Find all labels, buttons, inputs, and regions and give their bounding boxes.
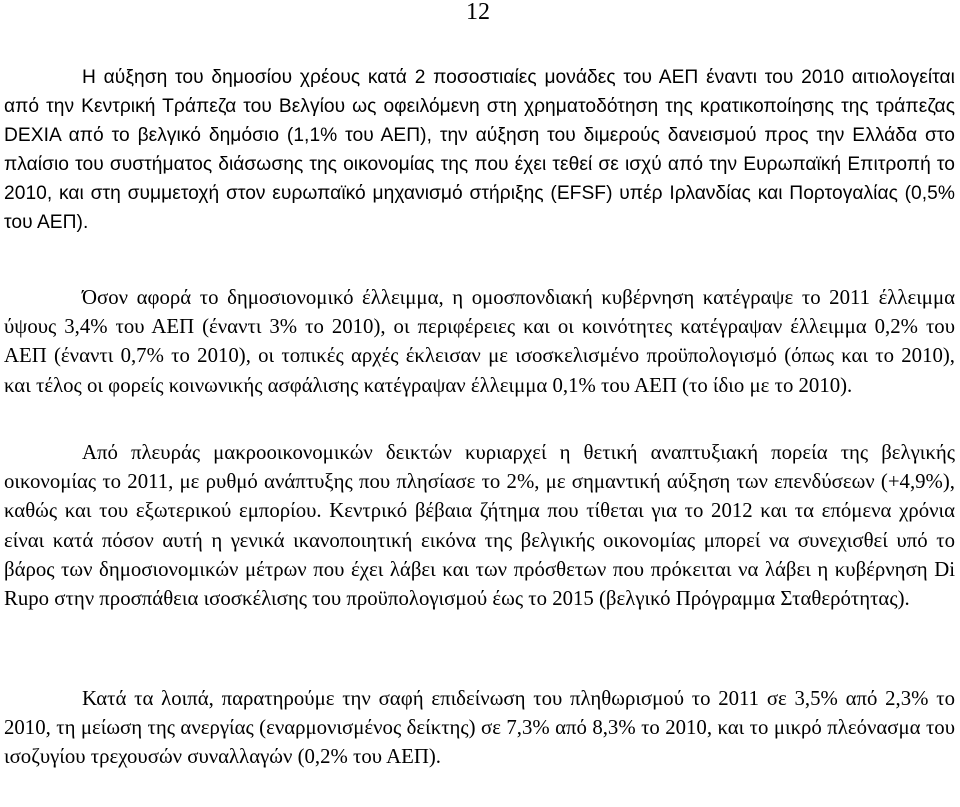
paragraph-macroeconomic-indicators: Από πλευράς μακροοικονομικών δεικτών κυριαρχεί η θετική αναπτυξιακή πορεία της βελγικής οικονομίας το 2011, με ρυθμό ανάπτυξης που πλησίασε το 2%, με σημαντική αύξηση των επενδύσεων (+4,9%), καθώς και του εξωτερικού εμπορίου. Κεντρικό βέβαια ζήτημα που τίθεται για το 2012 και τα επόμενα χρόνια είναι κατά πόσον αυτή η γενικά ικανοποιητική εικόνα της βελγικής οικονομίας μπορεί να συνεχισθεί υπό το βάρος των δημοσιονομικών μέτρων που έχει λάβει και των πρόσθετων που πρόκειται να λάβει η κυβέρνηση Di Rupo στην προσπάθεια ισοσκέλισης του προϋπολογισμού έως το 2015 (βελγικό Πρόγραμμα Σταθερότητας). [4,441,955,611]
page-number: 12 [466,0,490,25]
paragraph-public-debt: Η αύξηση του δημοσίου χρέους κατά 2 ποσοστιαίες μονάδες του ΑΕΠ έναντι του 2010 αιτιολογείται από την Κεντρική Τράπεζα του Βελγίου ως οφειλόμενη στη χρηματοδότηση της κρατικοποίησης της τράπεζας DEXIA από το βελγικό δημόσιο (1,1% του ΑΕΠ), την αύξηση του διμερούς δανεισμού προς την Ελλάδα στο πλαίσιο του συστήματος διάσωσης της οικονομίας της που έχει τεθεί σε ισχύ από την Ευρωπαϊκή Επιτροπή το 2010, και στη συμμετοχή στον ευρωπαϊκό μηχανισμό στήριξης (EFSF) υπέρ Ιρλανδίας και Πορτογαλίας (0,5% του ΑΕΠ). [4,67,955,233]
paragraph-fiscal-deficit: Όσον αφορά το δημοσιονομικό έλλειμμα, η ομοσπονδιακή κυβέρνηση κατέγραψε το 2011 έλλειμμα ύψους 3,4% του ΑΕΠ (έναντι 3% το 2010), οι περιφέρειες και οι κοινότητες κατέγραψαν έλλειμμα 0,2% του ΑΕΠ (έναντι 0,7% το 2010), οι τοπικές αρχές έκλεισαν με ισοσκελισμένο προϋπολογισμό (όπως και το 2010), και τέλος οι φορείς κοινωνικής ασφάλισης κατέγραψαν έλλειμμα 0,1% του ΑΕΠ (το ίδιο με το 2010). [4,286,955,397]
paragraph-inflation-unemployment: Κατά τα λοιπά, παρατηρούμε την σαφή επιδείνωση του πληθωρισμού το 2011 σε 3,5% από 2,3% το 2010, τη μείωση της ανεργίας (εναρμονισμένος δείκτης) σε 7,3% από 8,3% το 2010, και το μικρό πλεόνασμα του ισοζυγίου τρεχουσών συναλλαγών (0,2% του ΑΕΠ). [4,687,955,769]
